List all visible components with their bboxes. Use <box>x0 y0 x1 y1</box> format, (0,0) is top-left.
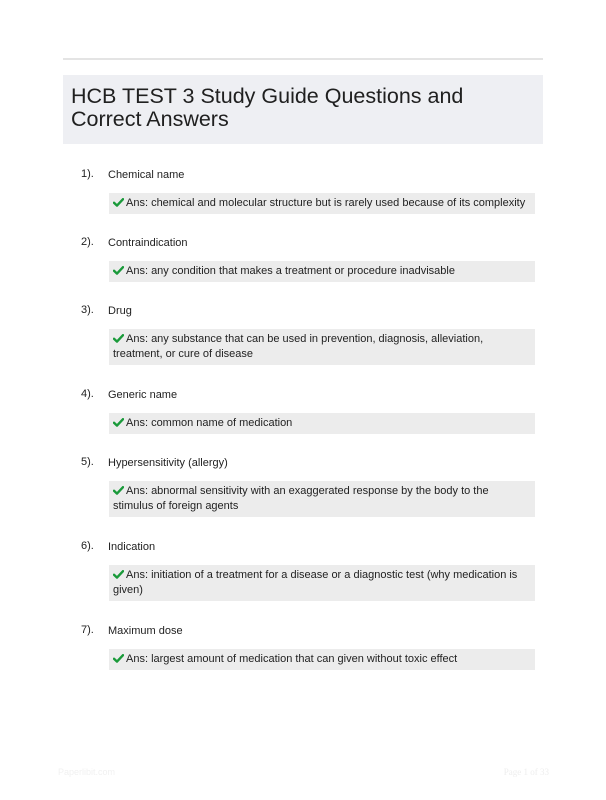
question-term: Contraindication <box>108 237 188 249</box>
question-number: 2). <box>81 236 94 248</box>
answer-text: Ans: initiation of a treatment for a disease or a diagnostic test (why medication is given) <box>113 569 518 596</box>
question-number: 5). <box>81 456 94 468</box>
answer-text: Ans: abnormal sensitivity with an exaggerated response by the body to the stimulus of foreign agents <box>113 485 489 512</box>
answer-box <box>109 193 535 214</box>
page-number: Page 1 of 33 <box>503 767 549 777</box>
question-term: Hypersensitivity (allergy) <box>108 457 228 469</box>
check-icon <box>113 334 124 343</box>
check-icon <box>113 266 124 275</box>
answer-text: Ans: chemical and molecular structure but is rarely used because of its complexity <box>126 197 526 209</box>
question-number: 3). <box>81 304 94 316</box>
footer-watermark: Paperlibit.com <box>58 767 116 777</box>
question-number: 6). <box>81 540 94 552</box>
question-term: Maximum dose <box>108 625 183 637</box>
answer-text: Ans: any condition that makes a treatment or procedure inadvisable <box>126 265 455 277</box>
page-title: HCB TEST 3 Study Guide Questions and Correct Answers <box>71 84 464 131</box>
top-divider <box>63 58 543 60</box>
answer-box <box>109 261 535 282</box>
question-term: Chemical name <box>108 169 185 181</box>
answer-box <box>109 329 535 365</box>
answer-text: Ans: any substance that can be used in prevention, diagnosis, alleviation, treatment, or cure of disease <box>113 333 484 360</box>
question-number: 1). <box>81 168 94 180</box>
check-icon <box>113 570 124 579</box>
answer-text: Ans: common name of medication <box>126 417 293 429</box>
check-icon <box>113 654 124 663</box>
check-icon <box>113 418 124 427</box>
check-icon <box>113 198 124 207</box>
answer-box <box>109 413 535 434</box>
question-number: 4). <box>81 388 94 400</box>
question-term: Indication <box>108 541 156 553</box>
question-number: 7). <box>81 624 94 636</box>
question-term: Generic name <box>108 389 178 401</box>
title-banner <box>63 75 543 144</box>
answer-box <box>109 649 535 670</box>
answer-text: Ans: largest amount of medication that can given without toxic effect <box>126 653 458 665</box>
check-icon <box>113 486 124 495</box>
question-term: Drug <box>108 305 132 317</box>
answer-box <box>109 565 535 601</box>
answer-box <box>109 481 535 517</box>
